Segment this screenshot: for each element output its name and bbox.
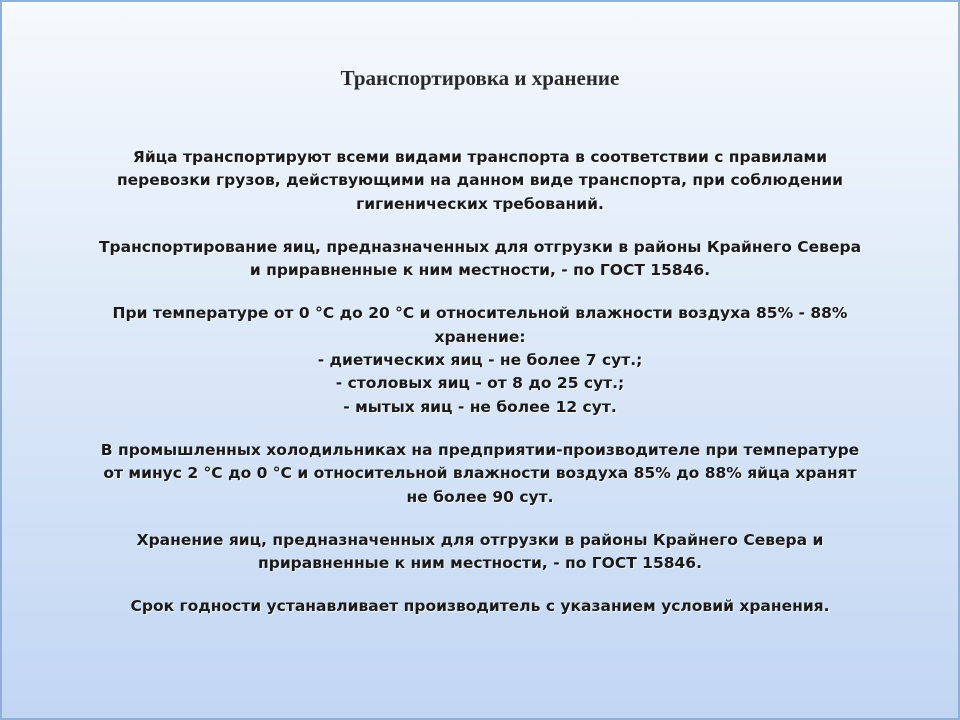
text-line: Яйца транспортируют всеми видами транспорта в соответствии с правилами (132, 148, 828, 166)
list-item: - мытых яиц - не более 12 сут. (343, 397, 617, 416)
text-line: не более 90 сут. (406, 487, 554, 506)
paragraph-transport (20, 146, 940, 216)
text-line: приравненные к ним местности, - по ГОСТ 15846. (258, 554, 702, 573)
paragraph-shelf-life (20, 595, 940, 618)
text-line: При температуре от 0 °С до 20 °С и относительной влажности воздуха 85% - 88% (112, 304, 848, 323)
text-line: В промышленных холодильниках на предприятии-производителе при температуре (100, 440, 860, 459)
paragraph-storage-north (20, 529, 940, 576)
text-line: от минус 2 °С до 0 °С и относительной влажности воздуха 85% до 88% яйца хранят (103, 464, 857, 483)
text-line: хранение: (434, 327, 526, 346)
text-line: гигиенических требований. (356, 194, 604, 213)
slide-title: Транспортировка и хранение (340, 66, 620, 90)
paragraph-storage-terms (20, 302, 940, 418)
text-line: Транспортирование яиц, предназначенных для отгрузки в районы Крайнего Севера (98, 237, 862, 256)
text-line: перевозки грузов, действующими на данном виде транспорта, при соблюдении (116, 171, 844, 190)
slide-body (20, 146, 940, 619)
text-line: и приравненные к ним местности, - по ГОСТ 15846. (249, 261, 711, 280)
text-line: Хранение яиц, предназначенных для отгрузки в районы Крайнего Севера и (136, 530, 824, 549)
list-item: - диетических яиц - не более 7 сут.; (317, 351, 643, 370)
text-line: Срок годности устанавливает производитель с указанием условий хранения. (130, 597, 830, 616)
paragraph-refrigerators (20, 439, 940, 509)
paragraph-transport-north (20, 236, 940, 283)
list-item: - столовых яиц - от 8 до 25 сут.; (335, 374, 625, 393)
